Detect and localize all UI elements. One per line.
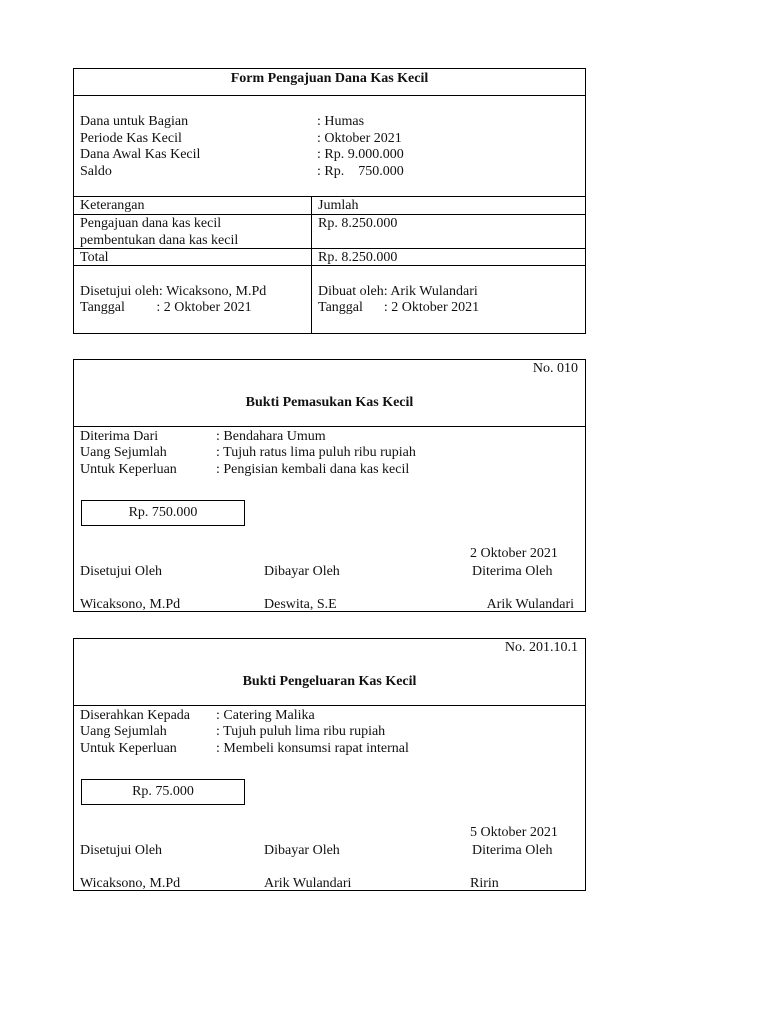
receipt-field-value: : Membeli konsumsi rapat internal (216, 741, 409, 756)
approved-by: Disetujui oleh: Wicaksono, M.Pd (80, 284, 267, 299)
table-row-description: Pengajuan dana kas kecil (80, 216, 222, 231)
table-total-amount: Rp. 8.250.000 (318, 250, 398, 265)
table-total-label: Total (80, 250, 109, 265)
table-header-description: Keterangan (80, 198, 145, 213)
info-value: : Rp. 750.000 (317, 164, 404, 179)
receipt-amount-box: Rp. 750.000 (81, 500, 245, 526)
sig-label-approved: Disetujui Oleh (80, 564, 163, 579)
info-value: : Rp. 9.000.000 (317, 147, 404, 162)
info-label: Dana Awal Kas Kecil (80, 147, 201, 162)
table-row-description: pembentukan dana kas kecil (80, 233, 239, 248)
receipt-title-divider (73, 426, 586, 427)
receipt-field-value: : Tujuh ratus lima puluh ribu rupiah (216, 445, 416, 460)
receipt-date: 5 Oktober 2021 (470, 825, 558, 840)
sig-name-paid: Deswita, S.E (264, 597, 337, 612)
receipt-field-label: Diterima Dari (80, 429, 159, 444)
receipt-field-label: Untuk Keperluan (80, 741, 177, 756)
receipt-field-value: : Tujuh puluh lima ribu rupiah (216, 724, 386, 739)
receipt-title-divider (73, 705, 586, 706)
sig-name-received: Ririn (470, 876, 499, 891)
form-title-divider (73, 95, 586, 96)
receipt-title: Bukti Pengeluaran Kas Kecil (242, 674, 417, 689)
receipt-title: Bukti Pemasukan Kas Kecil (245, 395, 414, 410)
receipt-field-label: Uang Sejumlah (80, 724, 167, 739)
info-value: : Humas (317, 114, 365, 129)
sig-name-approved: Wicaksono, M.Pd (80, 876, 181, 891)
receipt-amount-box: Rp. 75.000 (81, 779, 245, 805)
sig-label-paid: Dibayar Oleh (264, 564, 340, 579)
receipt-field-label: Uang Sejumlah (80, 445, 167, 460)
info-label: Saldo (80, 164, 112, 179)
made-by: Dibuat oleh: Arik Wulandari (318, 284, 478, 299)
receipt-field-label: Untuk Keperluan (80, 462, 177, 477)
sig-label-received: Diterima Oleh (472, 564, 553, 579)
table-row-amount: Rp. 8.250.000 (318, 216, 398, 231)
sig-name-received: Arik Wulandari (486, 597, 574, 612)
receipt-date: 2 Oktober 2021 (470, 546, 558, 561)
sig-name-approved: Wicaksono, M.Pd (80, 597, 181, 612)
info-value: : Oktober 2021 (317, 131, 402, 146)
receipt-number: No. 201.10.1 (504, 640, 578, 655)
receipt-field-value: : Pengisian kembali dana kas kecil (216, 462, 410, 477)
made-date: Tanggal : 2 Oktober 2021 (318, 300, 480, 315)
receipt-number: No. 010 (532, 361, 578, 376)
form-title: Form Pengajuan Dana Kas Kecil (230, 71, 429, 86)
sig-label-approved: Disetujui Oleh (80, 843, 163, 858)
receipt-field-value: : Bendahara Umum (216, 429, 326, 444)
sig-name-paid: Arik Wulandari (264, 876, 352, 891)
receipt-field-value: : Catering Malika (216, 708, 315, 723)
sig-label-received: Diterima Oleh (472, 843, 553, 858)
info-label: Dana untuk Bagian (80, 114, 189, 129)
sig-label-paid: Dibayar Oleh (264, 843, 340, 858)
table-total-divider (73, 265, 586, 266)
info-label: Periode Kas Kecil (80, 131, 182, 146)
table-header-amount: Jumlah (318, 198, 359, 213)
approved-date: Tanggal : 2 Oktober 2021 (80, 300, 252, 315)
receipt-field-label: Diserahkan Kepada (80, 708, 191, 723)
